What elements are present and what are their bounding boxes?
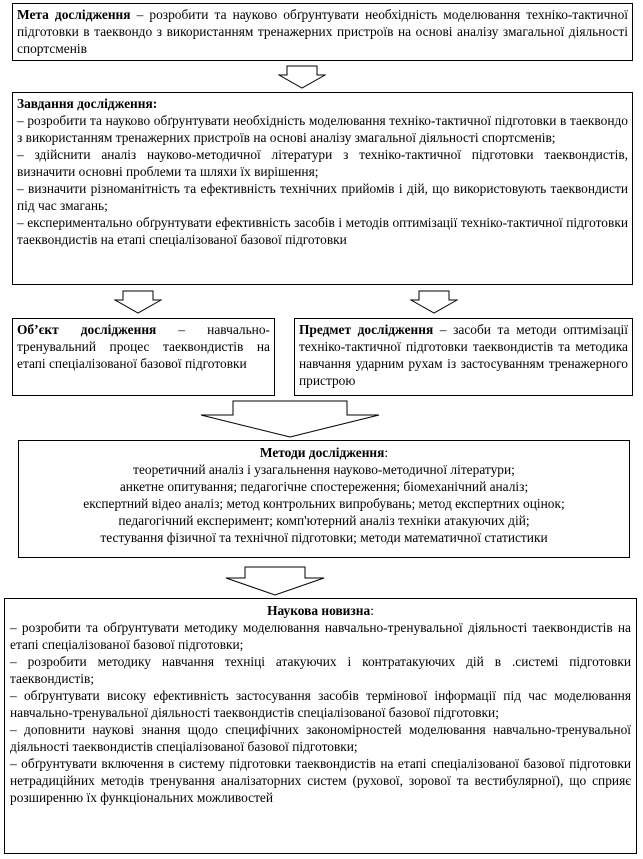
object-text: – навчально-тренувальний процес таеквондистів на етапі спеціалізованої базової підготовки	[17, 322, 270, 371]
task-item: – розробити та науково обґрунтувати необхідність моделювання техніко-тактичної підготовки в таеквондо з використанням тренажерних пристроїв на основі аналізу змагальної діяльності спортсменів;	[17, 113, 628, 145]
task-item: – визначити різноманітність та ефективність технічних прийомів і дій, що використовують таеквондисти під час змагань;	[17, 181, 628, 213]
novelty-item: – обґрунтувати включення в систему підготовки таеквондистів на етапі спеціалізованої базової підготовки нетрадиційних методів тренування аналізаторних систем (рухової, зорової та вестибулярної), що сприяє розширенню їх функціональних можливостей	[10, 756, 631, 805]
methods-title: Методи дослідження	[259, 445, 385, 460]
arrow-down-icon	[200, 400, 380, 438]
subject-title: Предмет дослідження	[299, 322, 434, 337]
object-box	[12, 318, 275, 396]
arrow-down-icon	[410, 290, 458, 314]
tasks-title: Завдання дослідження:	[17, 96, 158, 111]
novelty-box	[4, 598, 637, 854]
aim-box	[12, 3, 633, 61]
method-line: тестування фізичної та технічної підготовки; методи математичної статистики	[100, 530, 548, 545]
task-item: – здійснити аналіз науково-методичної літератури з техніко-тактичної підготовки таеквондистів, визначити основні проблеми та шляхи їх вирішення;	[17, 147, 628, 179]
tasks-box	[12, 92, 633, 285]
aim-text: – розробити та науково обґрунтувати необхідність моделювання техніко-тактичної підготовки в таеквондо з використанням тренажерних пристроїв на основі аналізу змагальної діяльності спортсменів	[17, 7, 629, 56]
methods-colon: :	[384, 445, 389, 460]
method-line: анкетне опитування; педагогічне спостереження; біомеханічний аналіз;	[119, 479, 529, 494]
arrow-down-icon	[114, 290, 162, 314]
novelty-title: Наукова новизна	[267, 603, 371, 618]
novelty-item: – розробити та обґрунтувати методику моделювання навчально-тренувальної діяльності таеквондистів на етапі спеціалізованої базової підготовки;	[10, 620, 631, 652]
method-line: педагогічний експеримент; комп'ютерний аналіз техніки атакуючих дій;	[118, 513, 530, 528]
novelty-colon: :	[370, 603, 374, 618]
methods-box	[18, 440, 630, 558]
task-item: – експериментально обґрунтувати ефективність засобів і методів оптимізації техніко-тактичної підготовки таеквондистів на етапі спеціалізованої базової підготовки	[17, 215, 628, 247]
subject-box	[294, 318, 633, 396]
arrow-down-icon	[278, 65, 326, 89]
arrow-down-icon	[225, 566, 325, 596]
method-line: теоретичний аналіз і узагальнення науково-методичної літератури;	[133, 462, 515, 477]
novelty-item: – розробити методику навчання техніці атакуючих і контратакуючих дій в .системі підготовки таеквондистів;	[10, 654, 631, 686]
object-title: Об’єкт дослідження	[17, 322, 157, 337]
method-line: експертний відео аналіз; метод контрольних випробувань; метод експертних оцінок;	[83, 496, 565, 511]
aim-title: Мета дослідження	[17, 7, 131, 22]
novelty-item: – обґрунтувати високу ефективність застосування засобів термінової інформації під час моделювання навчально-тренувальної діяльності таеквондистів спеціалізованої базової підготовки;	[10, 688, 631, 720]
novelty-item: – доповнити наукові знання щодо специфічних закономірностей моделювання навчально-тренувальної діяльності таеквондистів спеціалізованої базової підготовки;	[10, 722, 631, 754]
subject-text: – засоби та методи оптимізації техніко-тактичної підготовки таеквондистів та методика навчання ударним рухам із застосуванням тренажерного пристрою	[299, 322, 628, 388]
